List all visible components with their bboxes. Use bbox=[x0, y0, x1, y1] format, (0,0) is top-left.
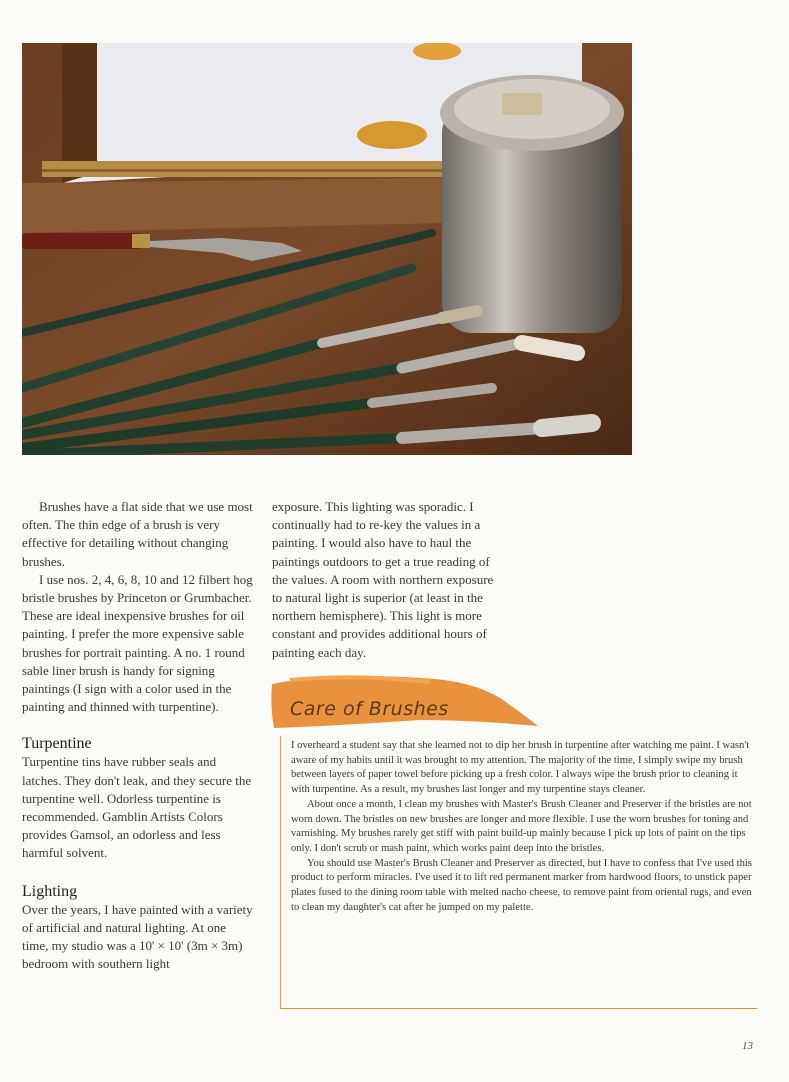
care-of-brushes-sidebar bbox=[280, 736, 757, 1009]
sidebar-title: Care of Brushes bbox=[290, 698, 449, 720]
sidebar-paragraph-3: You should use Master's Brush Cleaner and Preserver as directed, but I have to confess that I've used this product to perform miracles. I've used it to lift red permanent marker from hardwood floors, to unstick paper plates fused to the dining room table with melted nacho cheese, to remove paint from oriental rugs, and even to clean my daughter's cat after he jumped on my palette. bbox=[291, 857, 752, 913]
brushes-photo bbox=[22, 43, 632, 455]
sidebar-paragraph-2: About once a month, I clean my brushes with Master's Brush Cleaner and Preserver if the bristles are not worn down. The bristles on new brushes are longer and more flexible. I use the worn brushes for toning and varnishing. My brushes rarely get stiff with paint build-up mainly because I pick up lots of paint on the tips only. I don't scrub or mash paint, which works paint deep into the bristles. bbox=[291, 798, 752, 854]
page-number: 13 bbox=[742, 1040, 753, 1052]
intro-paragraph-2: I use nos. 2, 4, 6, 8, 10 and 12 filbert hog bristle brushes by Princeton or Grumbacher. These are ideal inexpensive brushes for oil painting. I prefer the more expensive sable brushes for portrait painting. A no. 1 round sable liner brush is handy for signing paintings (I sign with a color used in the painting and thinned with turpentine). bbox=[22, 571, 253, 715]
turpentine-paragraph: Turpentine tins have rubber seals and latches. They don't leak, and they secure the turpentine well. Odorless turpentine is recommended. Gamblin Artists Colors provides Gamsol, an odorless and less harmful solvent. bbox=[22, 754, 252, 861]
intro-paragraph-1: Brushes have a flat side that we use most often. The thin edge of a brush is very effective for detailing without changing brushes. bbox=[22, 499, 253, 569]
turpentine-heading: Turpentine bbox=[22, 735, 92, 753]
lighting-heading: Lighting bbox=[22, 882, 78, 900]
lighting-paragraph: Over the years, I have painted with a variety of artificial and natural lighting. At one time, my studio was a 10' × 10' (3m × 3m) bedroom with southern light bbox=[22, 901, 253, 972]
sidebar-paragraph-1: I overheard a student say that she learned not to dip her brush in turpentine after watching me paint. I wasn't aware of my habits until it was brought to my attention. The majority of the time, I simply swipe my brush between layers of paper towel before picking up a fresh color. I always wipe the brush prior to cleaning it with turpentine. As a result, my brushes last longer and my turpentine stays cleaner. bbox=[291, 740, 750, 796]
column-right bbox=[272, 498, 504, 662]
column-left bbox=[22, 498, 254, 973]
lighting-continued-paragraph: exposure. This lighting was sporadic. I continually had to re-key the values in a painting. I would also have to haul the paintings outdoors to get a true reading of the values. A room with northern exposure to natural light is superior (at least in the northern hemisphere). This light is more constant and provides additional hours of painting each day. bbox=[272, 499, 494, 660]
